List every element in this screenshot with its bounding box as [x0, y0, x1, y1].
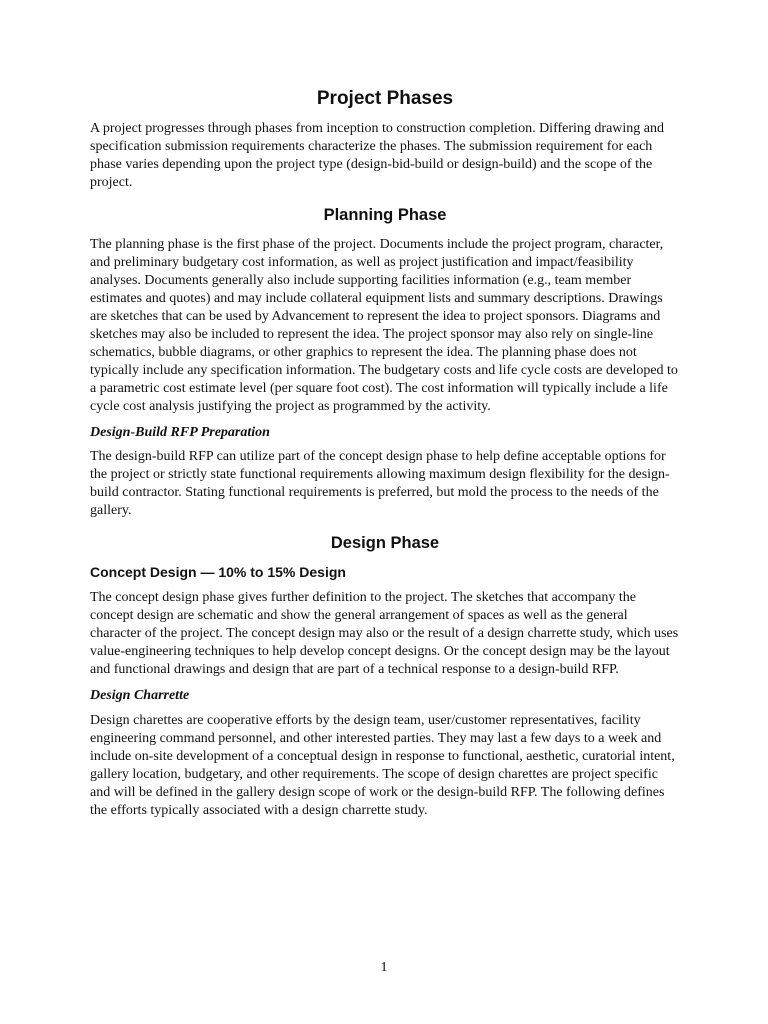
design-phase-heading: Design Phase	[330, 534, 440, 553]
design-build-rfp-heading: Design-Build RFP Preparation	[90, 424, 270, 440]
design-charrette-paragraph: Design charettes are cooperative efforts by the design team, user/customer representatives, facility engineering command personnel, and other interested parties. They may last a few days to a week and include on-site development of a conceptual design in response to functional, aesthetic, curatorial intent, gallery location, budgetary, and other requirements. The scope of design charettes are project specific and will be defined in the gallery design scope of work or the design-build RFP. The following defines the efforts typically associated with a design charrette study.	[90, 712, 675, 818]
page-number: 1	[380, 960, 388, 975]
page-title: Project Phases	[316, 88, 454, 109]
planning-phase-heading: Planning Phase	[323, 205, 447, 224]
planning-phase-paragraph: The planning phase is the first phase of the project. Documents include the project program, character, and preliminary budgetary cost information, as well as project justification and impact/feasibility analyses. Documents generally also include supporting facilities information (e.g., team member estimates and quotes) and may include collateral equipment lists and summary descriptions. Drawings are sketches that can be used by Advancement to represent the idea to project sponsors. Diagrams and sketches may also be included to represent the idea. The project sponsor may also rely on single-line schematics, bubble diagrams, or other graphics to represent the idea. The planning phase does not typically include any specification information. The budgetary costs and life cycle costs are developed to a parametric cost estimate level (per square foot cost). The cost information will typically include a life cycle cost analysis justifying the project as programmed by the activity.	[90, 236, 678, 414]
page-content	[90, 88, 680, 829]
intro-paragraph: A project progresses through phases from inception to construction completion. Differing drawing and specification submission requirements characterize the phases. The submission requirement for each phase varies depending upon the project type (design-bid-build or design-build) and the scope of the project.	[90, 120, 664, 190]
design-charrette-heading: Design Charrette	[90, 687, 190, 703]
concept-design-heading: Concept Design — 10% to 15% Design	[90, 564, 346, 581]
concept-design-paragraph: The concept design phase gives further definition to the project. The sketches that accompany the concept design are schematic and show the general arrangement of spaces as well as the general character of the project. The concept design may also or the result of a design charrette study, which uses value-engineering techniques to help develop concept designs. Or the concept design may be the layout and functional drawings and design that are part of a technical response to a design-build RFP.	[90, 589, 679, 677]
design-build-rfp-paragraph: The design-build RFP can utilize part of the concept design phase to help define acceptable options for the project or strictly state functional requirements allowing maximum design flexibility for the design-build contractor. Stating functional requirements is preferred, but mold the process to the needs of the gallery.	[90, 449, 670, 519]
